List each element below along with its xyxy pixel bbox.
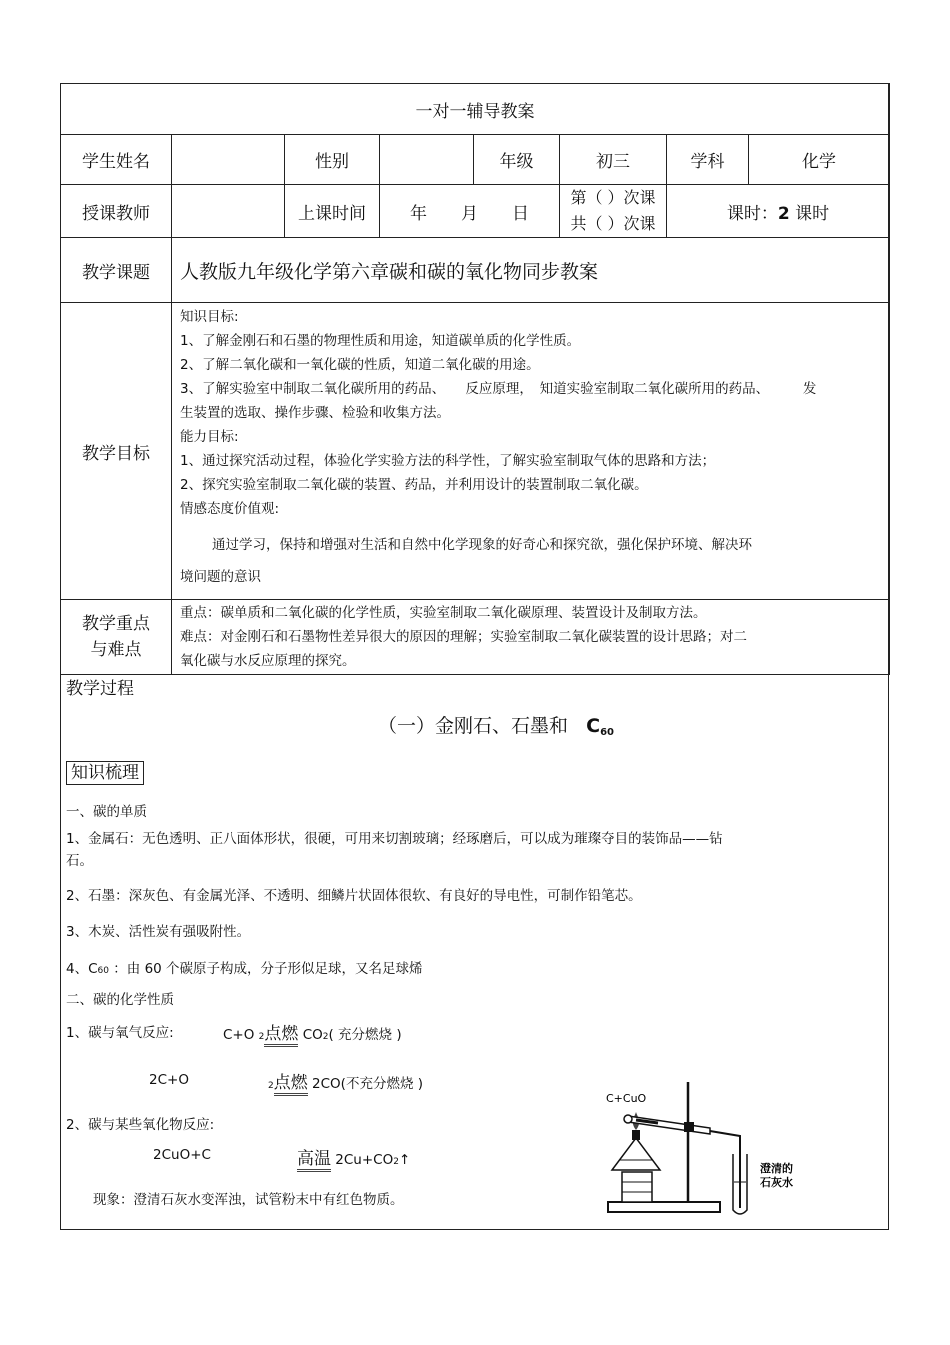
- goal-line: 3、了解实验室中制取二氧化碳所用的药品、 反应原理， 知道实验室制取二氧化碳所用的药品、 发: [180, 381, 817, 397]
- class-date: 年 月 日: [380, 185, 560, 238]
- reaction1-condition: 点燃: [264, 1024, 298, 1047]
- goal-line: 知识目标:: [180, 309, 239, 325]
- test-tube-bottom: [624, 1115, 632, 1123]
- reaction1-lhs: C+O: [223, 1027, 255, 1043]
- clamp: [684, 1122, 694, 1132]
- c60-prefix: 4、: [66, 961, 89, 977]
- reaction3-rhs-sub: 2: [393, 1157, 399, 1167]
- student-name-field[interactable]: [172, 135, 285, 185]
- chemical-properties-heading: 二、碳的化学性质: [66, 992, 174, 1008]
- goal-line: 1、通过探究活动过程，体验化学实验方法的科学性，了解实验室制取气体的思路和方法；: [180, 453, 716, 469]
- teaching-goals-content: [172, 303, 890, 600]
- reaction2-rhs: 2CO(不充分燃烧 ): [312, 1076, 423, 1092]
- key-points-label-line2: 与难点: [90, 640, 142, 660]
- carbon-elements-heading: 一、碳的单质: [66, 804, 147, 820]
- lesson-topic-label: 教学课题: [61, 238, 172, 303]
- goal-line: 境问题的意识: [180, 569, 261, 585]
- key-point-line: 难点：对金刚石和石墨物性差异很大的原因的理解；实验室制取二氧化碳装置的设计思路；对二: [180, 629, 747, 645]
- graphite-text: 2、石墨：深灰色、有金属光泽、不透明、细鳞片状固体很软、有良好的导电性，可制作铅笔芯。: [66, 888, 642, 904]
- teaching-process-label: 教学过程: [66, 679, 134, 699]
- figure-label-limewater-1: 澄清的: [760, 1162, 793, 1175]
- key-points-label: [61, 600, 172, 675]
- goal-line: 通过学习，保持和增强对生活和自然中化学现象的好奇心和探究欲，强化保护环境、解决环: [212, 537, 752, 553]
- subject-label: 学科: [667, 135, 749, 185]
- reaction3-condition: 高温: [297, 1149, 331, 1172]
- reaction1-label: 1、碳与氧气反应:: [66, 1025, 174, 1041]
- reaction2-lhs-sub: 2: [268, 1081, 274, 1091]
- key-points-content: [172, 600, 890, 675]
- test-tube: [628, 1116, 710, 1134]
- diamond-text-line2: 石。: [66, 853, 93, 869]
- class-hours: [667, 185, 890, 238]
- reaction2-condition: 点燃: [274, 1073, 308, 1096]
- teacher-field[interactable]: [172, 185, 285, 238]
- c60-text: [66, 957, 423, 977]
- reaction3-arrow: ↑: [398, 1152, 411, 1168]
- gender-field[interactable]: [380, 135, 474, 185]
- phenomenon-text: 现象：澄清石灰水变浑浊，试管粉末中有红色物质。: [93, 1192, 404, 1208]
- grade-value: 初三: [560, 135, 667, 185]
- lamp-block: [622, 1172, 652, 1202]
- charcoal-text: 3、木炭、活性炭有强吸附性。: [66, 924, 251, 940]
- stand-base: [608, 1202, 720, 1212]
- reaction3-label: 2、碳与某些氧化物反应:: [66, 1117, 215, 1133]
- knowledge-summary-label: 知识梳理: [66, 761, 144, 785]
- reaction1-lhs-sub: 2: [258, 1032, 265, 1042]
- section-heading-sub: 60: [600, 727, 615, 738]
- reaction2-lhs: 2C+O: [149, 1072, 189, 1088]
- goal-line: 情感态度价值观:: [180, 501, 280, 517]
- key-points-label-line1: 教学重点: [82, 614, 150, 634]
- grade-label: 年级: [474, 135, 560, 185]
- lesson-topic-value: 人教版九年级化学第六章碳和碳的氧化物同步教案: [172, 238, 890, 303]
- lesson-info-table: [60, 83, 890, 675]
- goal-line: 能力目标:: [180, 429, 239, 445]
- student-name-label: 学生姓名: [61, 135, 172, 185]
- reaction3-lhs: 2CuO+C: [153, 1147, 211, 1163]
- key-point-line: 重点：碳单质和二氧化碳的化学性质，实验室制取二氧化碳原理、装置设计及制取方法。: [180, 605, 707, 621]
- session-count: [560, 185, 667, 238]
- teacher-label: 授课教师: [61, 185, 172, 238]
- goal-line: 1、了解金刚石和石墨的物理性质和用途，知道碳单质的化学性质。: [180, 333, 581, 349]
- hours-unit: 课时: [795, 203, 830, 224]
- c60-sub: 60: [97, 966, 109, 976]
- goal-line: 2、探究实验室制取二氧化碳的装置、药品，并利用设计的装置制取二氧化碳。: [180, 477, 648, 493]
- reaction3-equation: [297, 1144, 410, 1169]
- goal-line: 2、了解二氧化碳和一氧化碳的性质，知道二氧化碳的用途。: [180, 357, 540, 373]
- figure-label-limewater-2: 石灰水: [760, 1176, 793, 1189]
- reaction3-rhs: 2Cu+CO: [335, 1152, 394, 1168]
- hours-value: 2: [777, 203, 790, 224]
- reaction1-note: ( 充分燃烧 ): [328, 1027, 402, 1043]
- knowledge-summary-box: [66, 758, 144, 783]
- section-heading-c: C: [586, 715, 601, 737]
- page-title: 一对一辅导教案: [61, 84, 890, 135]
- diamond-text-line1: 1、金属石：无色透明、正八面体形状，很硬，可用来切割玻璃；经琢磨后，可以成为璀璨夺目的装饰品——钻: [66, 831, 723, 847]
- reaction1-equation: [223, 1019, 402, 1044]
- goal-line: 生装置的选取、操作步骤、检验和收集方法。: [180, 405, 450, 421]
- hours-label: 课时：: [726, 203, 778, 224]
- key-point-line: 氧化碳与水反应原理的探究。: [180, 653, 356, 669]
- reaction2-equation: [268, 1068, 423, 1093]
- section-heading: [378, 711, 614, 738]
- c60-symbol: C: [88, 961, 98, 977]
- session-total: 共（ ）次课: [570, 214, 656, 233]
- session-number: 第（ ）次课: [570, 188, 656, 207]
- apparatus-figure: [600, 1078, 815, 1218]
- teaching-goals-label: 教学目标: [61, 303, 172, 600]
- subject-value: 化学: [749, 135, 890, 185]
- reaction1-rhs-sub: 2: [322, 1032, 329, 1042]
- alcohol-lamp: [612, 1138, 660, 1170]
- class-time-label: 上课时间: [285, 185, 380, 238]
- figure-label-reactants: C+CuO: [606, 1092, 647, 1105]
- c60-rest: ：由 60 个碳原子构成，分子形似足球，又名足球烯: [113, 961, 423, 977]
- section-heading-text: （一）金刚石、石墨和: [378, 715, 569, 737]
- gender-label: 性别: [285, 135, 380, 185]
- reaction1-rhs: CO: [302, 1027, 323, 1043]
- lamp-wick: [632, 1130, 640, 1140]
